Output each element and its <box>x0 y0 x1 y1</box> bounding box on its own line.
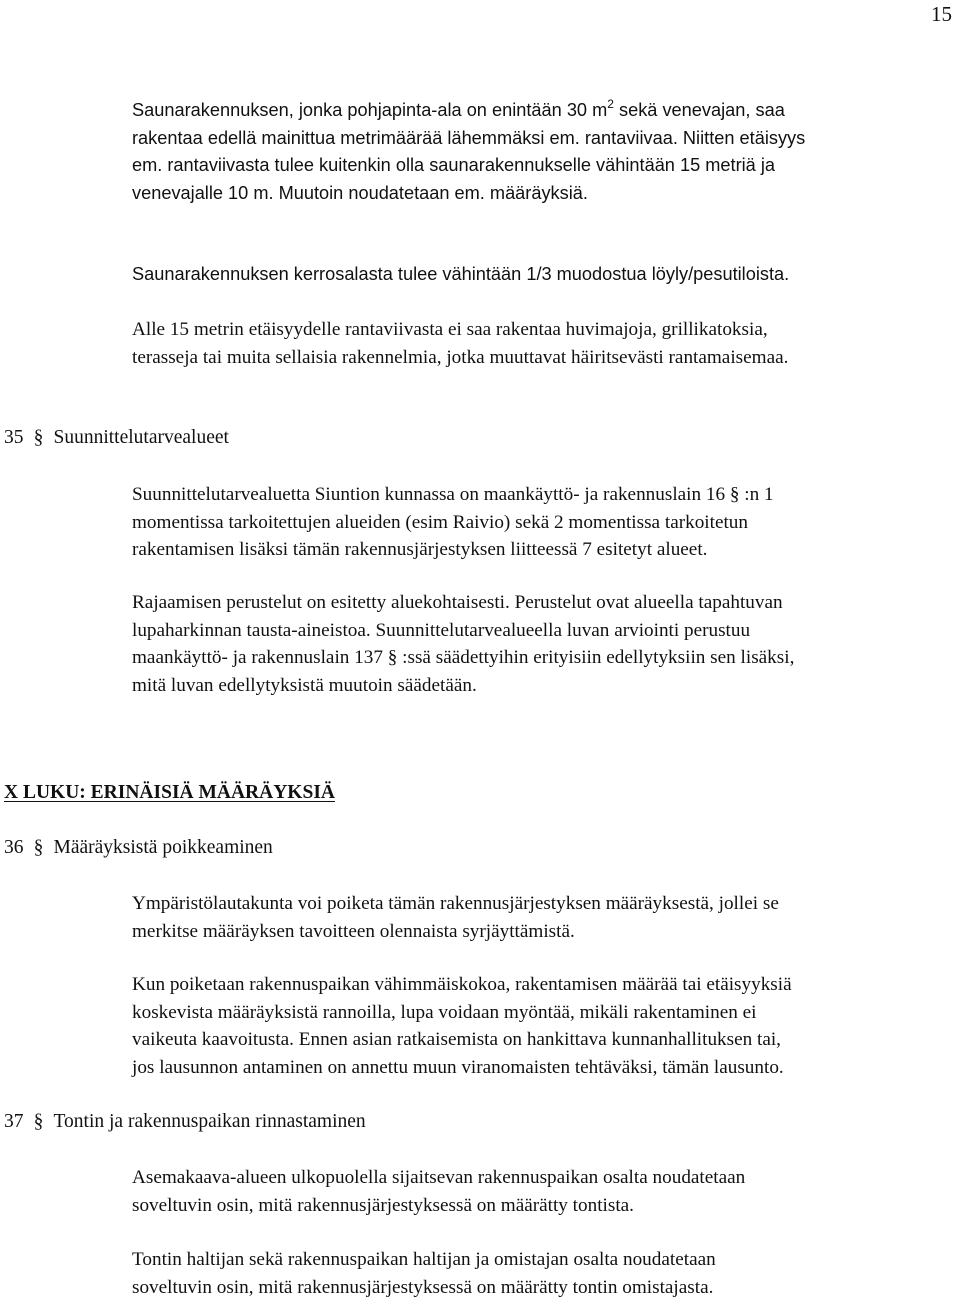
paragraph-line: sekä venevajan, saa <box>613 100 785 120</box>
section-title: Tontin ja rakennuspaikan rinnastaminen <box>53 1111 366 1132</box>
section-number: 35 <box>4 427 24 448</box>
paragraph-deviation-conditions <box>132 971 947 1081</box>
section-sign: § <box>33 837 44 858</box>
paragraph-line: Rajaamisen perustelut on esitetty aluekohtaisesti. Perustelut ovat alueella tapahtuvan <box>132 592 783 613</box>
paragraph-line: Tontin haltijan sekä rakennuspaikan haltijan ja omistajan osalta noudatetaan <box>132 1249 716 1270</box>
paragraph-line: jos lausunnon antaminen on annettu muun viranomaisten tehtäväksi, tämän lausunto. <box>132 1056 784 1078</box>
paragraph-line: maankäyttö- ja rakennuslain 137 § :ssä säädettyihin erityisiin edellytyksiin sen lisäksi, <box>132 647 795 669</box>
paragraph-line: Suunnittelutarvealuetta Siuntion kunnassa on maankäyttö- ja rakennuslain 16 § :n 1 <box>132 484 774 505</box>
section-sign: § <box>33 1111 44 1132</box>
paragraph-line: vaikeuta kaavoitusta. Ennen asian ratkaisemista on hankittava kunnanhallituksen tai, <box>132 1029 781 1051</box>
paragraph-line: Asemakaava-alueen ulkopuolella sijaitsevan rakennuspaikan osalta noudatetaan <box>132 1167 746 1188</box>
paragraph-line: soveltuvin osin, mitä rakennusjärjestyksessä on määrätty tontista. <box>132 1194 634 1216</box>
paragraph-line: Saunarakennuksen kerrosalasta tulee vähintään 1/3 muodostua löyly/pesutiloista. <box>132 264 790 284</box>
paragraph-line: lupaharkinnan tausta-aineistoa. Suunnittelutarvealueella luvan arviointi perustuu <box>132 619 751 641</box>
paragraph-line: soveltuvin osin, mitä rakennusjärjestyksessä on määrätty tontin omistajasta. <box>132 1276 714 1298</box>
paragraph-delimitation-grounds <box>132 589 947 699</box>
paragraph-line: rakentamisen lisäksi tämän rakennusjärjestyksen liitteessä 7 esitetyt alueet. <box>132 539 708 561</box>
section-title: Suunnittelutarvealueet <box>53 427 229 448</box>
paragraph-line: Saunarakennuksen, jonka pohjapinta-ala on enintään 30 m <box>132 100 608 120</box>
page-number: 15 <box>931 2 952 26</box>
paragraph-line: Kun poiketaan rakennuspaikan vähimmäiskokoa, rakentamisen määrää tai etäisyyksiä <box>132 974 792 995</box>
paragraph-plot-equivalence <box>132 1164 947 1219</box>
superscript: 2 <box>607 97 614 111</box>
paragraph-line: em. rantaviivasta tulee kuitenkin olla saunarakennukselle vähintään 15 metriä ja <box>132 155 776 176</box>
section-heading-35 <box>4 425 229 451</box>
section-heading-36 <box>4 835 273 861</box>
paragraph-sauna-distance <box>132 97 947 207</box>
paragraph-line: Ympäristölautakunta voi poiketa tämän rakennusjärjestyksen määräyksestä, jollei se <box>132 893 779 914</box>
paragraph-line: mitä luvan edellytyksistä muutoin säädetään. <box>132 674 477 696</box>
paragraph-sauna-floor-area <box>132 261 947 289</box>
chapter-heading: X LUKU: ERINÄISIÄ MÄÄRÄYKSIÄ <box>4 782 335 803</box>
paragraph-shore-structures <box>132 316 947 371</box>
paragraph-line: Alle 15 metrin etäisyydelle rantaviivasta ei saa rakentaa huvimajoja, grillikatoksia, <box>132 319 768 340</box>
section-title: Määräyksistä poikkeaminen <box>53 837 273 858</box>
paragraph-line: merkitse määräyksen tavoitteen olennaista syrjäyttämistä. <box>132 920 575 942</box>
section-number: 37 <box>4 1111 24 1132</box>
section-number: 36 <box>4 837 24 858</box>
paragraph-line: koskevista määräyksistä rannoilla, lupa voidaan myöntää, mikäli rakentaminen ei <box>132 1001 757 1023</box>
paragraph-line: venevajalle 10 m. Muutoin noudatetaan em. määräyksiä. <box>132 182 588 203</box>
section-heading-37 <box>4 1109 366 1135</box>
paragraph-deviation <box>132 890 947 945</box>
paragraph-plot-holders <box>132 1246 947 1301</box>
section-sign: § <box>33 427 44 448</box>
paragraph-line: terasseja tai muita sellaisia rakennelmia, jotka muuttavat häiritsevästi rantamaisemaa. <box>132 346 789 368</box>
paragraph-line: momentissa tarkoitettujen alueiden (esim Raivio) sekä 2 momentissa tarkoitetun <box>132 511 748 533</box>
paragraph-planning-areas <box>132 481 947 564</box>
paragraph-line: rakentaa edellä mainittua metrimäärää lähemmäksi em. rantaviivaa. Niitten etäisyys <box>132 127 806 148</box>
